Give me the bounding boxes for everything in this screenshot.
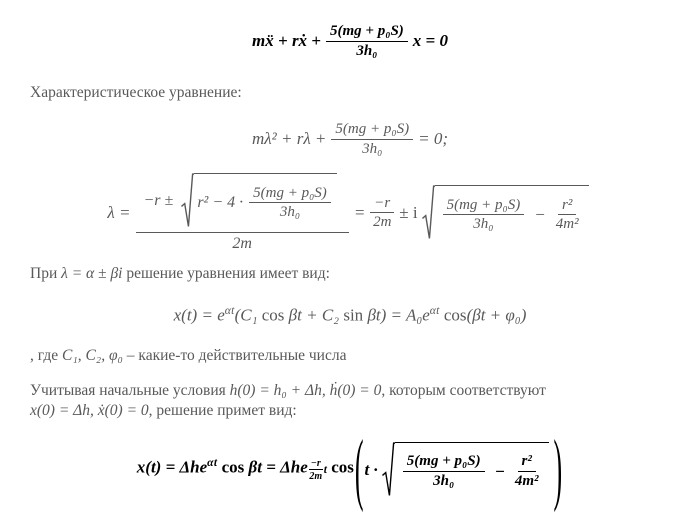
fraction-numerator: −r (370, 195, 394, 214)
paragraph-text: решение уравнения имеет вид: (122, 264, 330, 282)
exponent: αt (224, 305, 235, 318)
fraction-denominator: 4m² (514, 473, 539, 490)
paragraph-initial-conditions (30, 381, 670, 421)
square-root (422, 185, 589, 241)
fraction-r-squared (515, 453, 539, 490)
square-root (382, 442, 549, 498)
paragraph-text: При (30, 264, 62, 282)
inline-math: h(0) = h₀ + Δh, ḣ(0) = 0 (229, 381, 382, 399)
inline-math: C₁, C₂, φ₀ (61, 346, 123, 364)
fraction-stiffness (403, 453, 485, 490)
equation-motion (30, 18, 670, 64)
radical-icon (422, 185, 435, 241)
equation-lambda-roots (30, 173, 670, 253)
radical-icon (181, 173, 194, 229)
paragraph-text: , где (30, 346, 62, 364)
math-token: mλ² + rλ + (252, 129, 327, 148)
square-root (181, 173, 337, 229)
paragraph-solution-form (30, 264, 670, 284)
radicand (194, 173, 337, 229)
cos-function: cos (217, 458, 245, 478)
radicand (435, 185, 589, 241)
cos-function: cos (261, 306, 285, 326)
fraction-denominator: 3h₀ (362, 140, 383, 157)
math-expression: x(t) = Δhe$^{\alpha t}$ cos βt = Δhe $\frac{-r}{2m}$ t cos (136, 457, 354, 483)
paragraph-characteristic-heading (30, 83, 670, 103)
fraction-numerator: −r (310, 458, 321, 470)
math-token: t · (364, 459, 378, 479)
exponent-variable: t (323, 464, 327, 477)
exponent-fraction (308, 458, 327, 482)
sin-function: sin (343, 306, 364, 326)
fraction-denominator: 2m (309, 471, 323, 483)
math-token: ± i (399, 202, 418, 222)
fraction-denominator: 3h₀ (433, 473, 455, 490)
fraction-numerator: r² (558, 197, 576, 216)
fraction-denominator: 3h₀ (356, 42, 378, 59)
paragraph-text: , решение примет вид: (148, 401, 297, 419)
math-token: r² − 4 · (197, 193, 244, 211)
fraction-stiffness (331, 121, 413, 158)
minus-sign: − (534, 204, 546, 224)
paragraph-text: , которым соответствуют (381, 381, 546, 399)
mini-fraction (309, 458, 323, 482)
fraction-numerator: r² (518, 453, 536, 472)
fraction-stiffness (326, 23, 408, 60)
paragraph-line (30, 381, 670, 401)
math-token: = (353, 202, 366, 222)
fraction-r-squared (556, 197, 579, 234)
fraction-numerator: 5(mg + p₀S) (249, 185, 331, 204)
fraction-quadratic-roots (136, 173, 349, 253)
equation-characteristic (30, 114, 670, 164)
fraction-numerator: 5(mg + p₀S) (403, 453, 485, 472)
equation-general-solution (30, 303, 670, 329)
fraction-denominator: 3h₀ (473, 216, 494, 233)
paragraph-text: – какие-то действительные числа (122, 346, 347, 364)
fraction-stiffness (443, 197, 525, 234)
equation-final-solution (30, 423, 670, 513)
right-parenthesis: ) (553, 423, 563, 513)
inline-math: λ = α ± βi (61, 264, 123, 282)
paragraph-line (30, 401, 670, 421)
math-token: −r ± (143, 191, 174, 209)
fraction-denominator: 3h₀ (279, 204, 301, 221)
paragraph-text: Характеристическое уравнение: (30, 84, 242, 101)
left-parenthesis: ( (354, 423, 364, 513)
fraction-numerator (136, 173, 349, 233)
math-token: λ = (107, 202, 131, 222)
fraction-numerator: 5(mg + p₀S) (331, 121, 413, 140)
fraction-denominator: 4m² (555, 216, 579, 233)
inline-math: x(0) = Δh, ẋ(0) = 0 (30, 401, 149, 419)
fraction-damping (370, 195, 394, 232)
fraction-denominator: 2m (232, 234, 252, 252)
fraction-stiffness (249, 185, 331, 222)
math-token: mẍ + rẋ + (252, 31, 321, 50)
math-token: x = 0 (412, 31, 448, 50)
math-expression: $x(t) = e^{\alpha t}(C_1$ cos βt + C₂ $\sin \beta t) = A_0e^{\alpha t}$ cos(βt + φ₀) (173, 305, 527, 326)
radicand (395, 442, 549, 498)
cos-function: cos (326, 458, 354, 478)
paragraph-text: Учитывая начальные условия (30, 381, 230, 399)
fraction-numerator: 5(mg + p₀S) (326, 23, 408, 42)
minus-sign: − (494, 461, 505, 481)
exponent: αt (429, 305, 440, 318)
fraction-denominator: 2m (373, 214, 392, 231)
paragraph-constants-note (30, 346, 670, 366)
math-token: = 0; (418, 129, 448, 148)
fraction-numerator: 5(mg + p₀S) (443, 197, 525, 216)
exponent: αt (207, 457, 218, 470)
cos-function: cos (439, 306, 467, 326)
radical-icon (382, 442, 395, 498)
